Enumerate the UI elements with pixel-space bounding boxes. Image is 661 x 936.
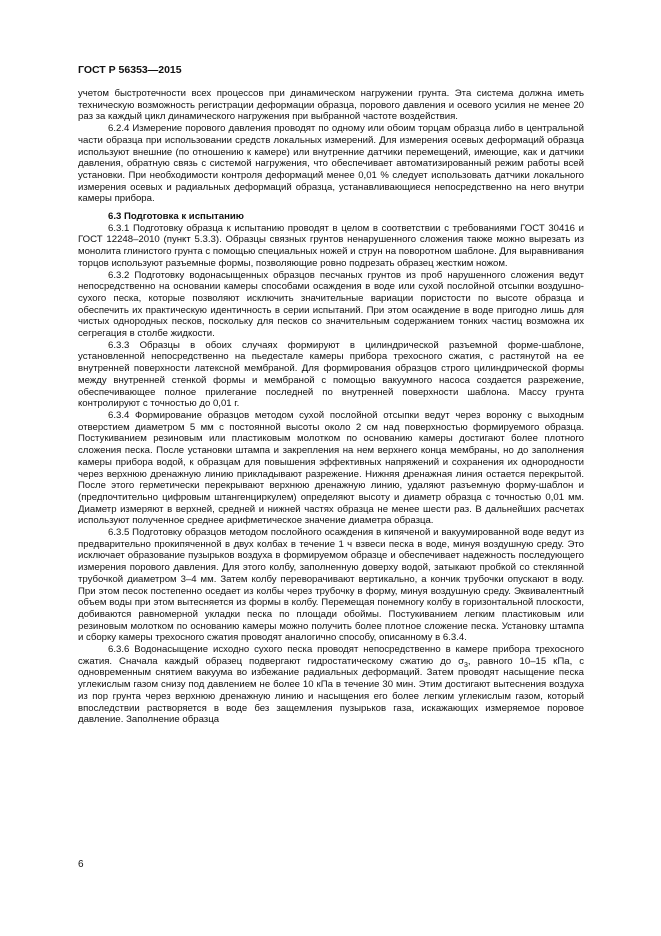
paragraph-6-3-6 (78, 644, 584, 726)
paragraph-6-3-3: 6.3.3 Образцы в обоих случаях формируют в цилиндрической разъемной форме-шаблоне, установленной непосредственно на пьедестале камеры прибора трехосного сжатия, с растянутой на ее внутренней поверхности латексной мембраной. Для формирования образцов строго цилиндрической формы между внутренней стенкой формы и мембраной с помощью вакуумного насоса создается разрежение, обеспечивающее полное прилегание последней по внутренней поверхности шаблона. Массу грунта контролируют с точностью до 0,01 г. (78, 339, 584, 410)
paragraph-6-2-4: 6.2.4 Измерение порового давления проводят по одному или обоим торцам образца либо в центральной части образца при использовании средств локальных измерений. Для измерения осевых деформаций образца используют внешние (по отношению к камере) или внутренние датчики перемещений, имеющие, как и датчики давления, обратную связь с системой нагружения, что обеспечивает автоматизированный режим работы всей установки. При необходимости контроля деформаций менее 0,01 % следует использовать датчики локального измерения осевых и радиальных деформаций образца, устанавливающиеся непосредственно на него внутри камеры прибора. (78, 123, 584, 205)
paragraph-6-3-1: 6.3.1 Подготовку образца к испытанию проводят в целом в соответствии с требованиями ГОСТ 30416 и ГОСТ 12248–2010 (пункт 5.3.3). Образцы связных грунтов ненарушенного сложения также можно вырезать из монолита глинистого грунта с помощью специальных ножей и струн на поворотном шаблоне. Для выравнивания торцов используют разъемные формы, позволяющие ровно подрезать образец жестким ножом. (78, 222, 584, 269)
document-header: ГОСТ Р 56353—2015 (78, 64, 182, 76)
paragraph-6-3-5: 6.3.5 Подготовку образцов методом послойного осаждения в кипяченой и вакуумированной воде ведут из предварительно прокипяченной в двух колбах в течение 1 ч взвеси песка в воде, минуя воздушную среду. Это исключает образование пузырьков воздуха в формируемом образце и обеспечивает надежность последующего измерения порового давления. Для этого колбу, заполненную доверху водой, затыкают пробкой со стеклянной трубочкой диаметром 3–4 мм. Затем колбу переворачивают вертикально, а кончик трубочки опускают в воду. При этом песок постепенно оседает из колбы через трубочку в форму, минуя воздушную среду. Эквивалентный объем воды при этом вытесняется из формы в колбу. Перемещая понемногу колбу в горизонтальной плоскости, добиваются равномерной укладки песка по площади обоймы. Постукиванием легким пластиковым или резиновым молотком по основанию камеры можно получить более плотное сложение песка. Установку штампа и сборку камеры трехосного сжатия проводят аналогично способу, описанному в 6.3.4. (78, 527, 584, 644)
sigma-subscript: 3 (464, 661, 468, 669)
paragraph-6-3-4: 6.3.4 Формирование образцов методом сухой послойной отсыпки ведут через воронку с выходным отверстием диаметром 5 мм с постоянной высоты около 2 см над поверхностью формируемого образца. Постукиванием резиновым или пластиковым молотком по основанию камеры достигают более плотного сложения песка. После установки штампа и закрепления на нем верхнего конца мембраны, но до заполнения камеры прибора водой, к образцам для повышения эффективных напряжений и сохранения их однородности через верхнюю дренажную линию прикладывают разрежение. Нижняя дренажная линия остается перекрытой. После этого герметически перекрывают верхнюю дренажную линию, удаляют разъемную форму-шаблон и (предпочтительно цифровым штангенциркулем) определяют высоту и диаметр образца с точностью 0,01 мм. Диаметр измеряют в верхней, средней и нижней частях образца не менее шести раз. В дальнейших расчетах используют полученное среднее арифметическое значение диаметра образца. (78, 409, 584, 527)
document-body (78, 88, 584, 726)
paragraph-6-3-2: 6.3.2 Подготовку водонасыщенных образцов песчаных грунтов из проб нарушенного сложения ведут непосредственно на основании камеры способами осаждения в воде или сухой послойной отсыпки воздушно-сухого песка, которые позволяют исключить значительные вариации пористости по высоте образца и обеспечить их практическую идентичность в серии испытаний. При этом осаждение в воде пригодно лишь для чистых однородных песков, поскольку для песков со значительным содержанием тонких частиц возможна их сегрегация в столбе жидкости. (78, 269, 584, 340)
paragraph-continuation: учетом быстротечности всех процессов при динамическом нагружении грунта. Эта система должна иметь техническую возможность регистрации деформации образца, порового давления и осевого усилия не менее 20 раз за каждый цикл динамического нагружения при выбранной частоте воздействия. (78, 88, 584, 123)
paragraph-6-3-6-part-b: , равного 10–15 кПа, с одновременным снятием вакуума во избежание радиальных деформаций. Затем проводят насыщение песка углекислым газом снизу под давлением не более 10 кПа в течение 30 мин. Этим достигают вытеснения воздуха из пор грунта через верхнюю дренажную линию и насыщения его более легким углекислым газом, который впоследствии растворяется в воде без защемления пузырьков газа, искажающих измеряемое поровое давление. Заполнение образца (78, 655, 584, 726)
section-heading-6-3: 6.3 Подготовка к испытанию (108, 211, 244, 223)
page-number: 6 (78, 859, 84, 870)
paragraph-6-3-6-part-a: 6.3.6 Водонасыщение исходно сухого песка проводят непосредственно в камере прибора трехосного сжатия. Сначала каждый образец подвергают гидростатическому сжатию до σ (78, 644, 584, 667)
